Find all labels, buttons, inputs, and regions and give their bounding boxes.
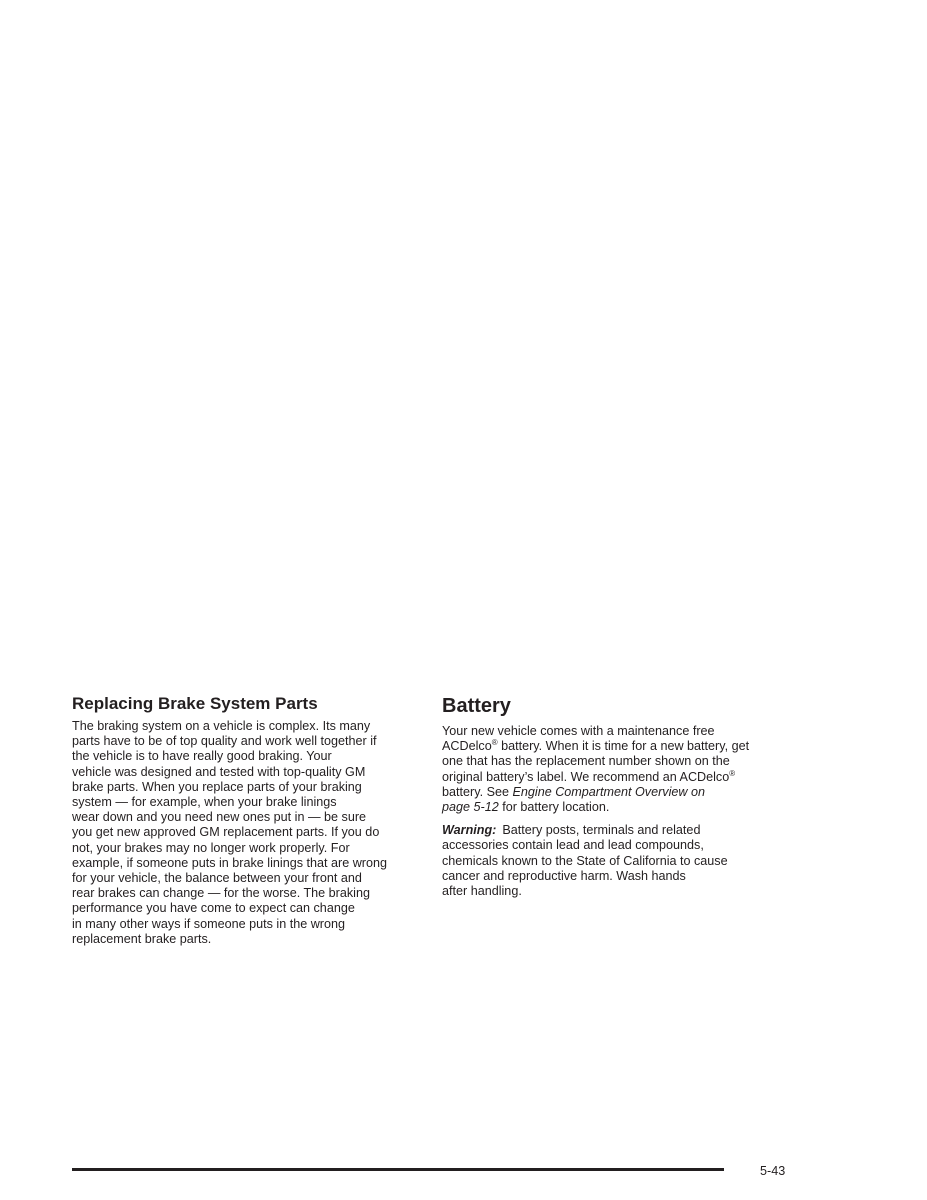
text-line: one that has the replacement number shown on the	[442, 754, 730, 769]
text-line: wear down and you need new ones put in — be sure	[72, 810, 367, 825]
text-line: in many other ways if someone puts in the wrong	[72, 916, 346, 931]
footer-rule	[72, 1168, 724, 1171]
text-line: vehicle was designed and tested with top-quality GM	[72, 764, 366, 779]
text-line: not, your brakes may no longer work properly. For	[72, 840, 350, 855]
text-line: the vehicle is to have really good braking. Your	[72, 749, 332, 764]
brand-name: ACDelco	[442, 739, 492, 754]
battery-section	[442, 694, 792, 899]
text-line	[442, 739, 792, 754]
text-fragment: Battery posts, terminals and related	[502, 823, 701, 838]
registered-mark: ®	[729, 768, 736, 778]
warning-paragraph	[442, 823, 792, 899]
battery-heading: Battery	[442, 695, 511, 717]
text-line: cancer and reproductive harm. Wash hands	[442, 868, 686, 883]
text-line: performance you have come to expect can change	[72, 901, 355, 916]
text-line	[442, 770, 792, 785]
text-line: brake parts. When you replace parts of your braking	[72, 779, 362, 794]
text-line	[442, 823, 792, 838]
cross-reference-page[interactable]: page 5-12	[442, 800, 499, 815]
warning-label: Warning:	[442, 823, 497, 838]
text-line: after handling.	[442, 884, 522, 899]
text-fragment: original battery’s label. We recommend an ACDelco	[442, 769, 730, 784]
page-number: 5-43	[760, 1164, 786, 1178]
text-line: Your new vehicle comes with a maintenance free	[442, 724, 715, 738]
registered-mark: ®	[491, 738, 498, 748]
text-line: parts have to be of top quality and work well together if	[72, 734, 377, 749]
text-line	[442, 785, 792, 800]
cross-reference-link[interactable]: Engine Compartment Overview on	[512, 784, 705, 799]
text-line: system — for example, when your brake linings	[72, 795, 337, 810]
text-line: example, if someone puts in brake linings that are wrong	[72, 855, 388, 870]
brake-parts-heading: Replacing Brake System Parts	[72, 694, 318, 713]
text-fragment: for battery location.	[498, 800, 610, 815]
brake-parts-section	[72, 694, 417, 947]
text-fragment: battery. When it is time for a new battery, get	[497, 739, 750, 754]
text-line: accessories contain lead and lead compounds,	[442, 838, 704, 853]
text-line: for your vehicle, the balance between your front and	[72, 871, 362, 886]
text-line	[442, 800, 792, 815]
text-fragment: battery. See	[442, 784, 513, 799]
text-line: replacement brake parts.	[72, 931, 212, 946]
text-line: you get new approved GM replacement parts. If you do	[72, 825, 380, 840]
text-line: chemicals known to the State of California to cause	[442, 853, 728, 868]
text-line: The braking system on a vehicle is complex. Its many	[72, 719, 371, 733]
battery-paragraph	[442, 724, 792, 815]
text-line: rear brakes can change — for the worse. The braking	[72, 886, 370, 901]
brake-parts-paragraph	[72, 719, 417, 947]
